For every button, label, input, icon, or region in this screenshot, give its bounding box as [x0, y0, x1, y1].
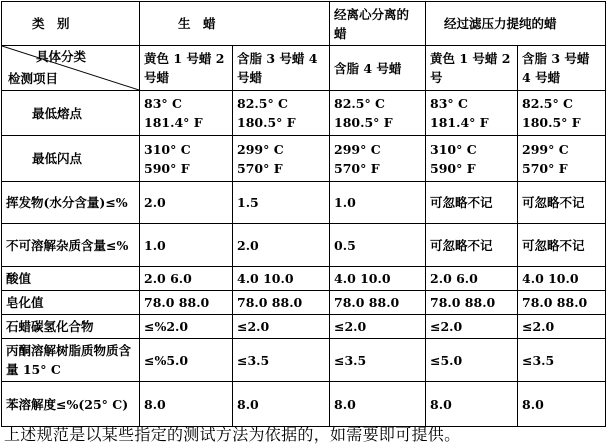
value-line: 180.5° F	[237, 115, 296, 130]
value-cell-col-4	[426, 136, 518, 182]
value-line: 2.0 6.0	[430, 271, 478, 286]
value-line: ≤3.5	[522, 352, 555, 368]
value-line: 8.0	[144, 396, 166, 412]
test-item-label: 丙酮溶解树脂质物质含量 15° C	[2, 339, 140, 382]
value-line: 可忽略不记	[430, 237, 493, 253]
value-cell-col-3	[330, 339, 426, 382]
value-line: 2.0 6.0	[144, 271, 192, 286]
value-cell-col-3	[330, 136, 426, 182]
table-row	[2, 182, 606, 224]
table-row	[2, 339, 606, 382]
col-centrifuge-wax: 经离心分离的蜡	[330, 2, 426, 46]
header-row-1	[2, 2, 606, 46]
value-cell-col-4	[426, 315, 518, 339]
value-line: ≤3.5	[334, 352, 367, 368]
value-cell-col-1	[140, 267, 233, 291]
subcol-3: 含脂 4 号蜡	[330, 46, 426, 91]
value-line: 570° F	[522, 160, 568, 176]
value-cell-col-5	[518, 267, 606, 291]
value-line: 可忽略不记	[522, 195, 585, 210]
value-cell-col-4	[426, 291, 518, 315]
value-line: 78.0 88.0	[144, 295, 210, 310]
test-item-label: 最低熔点	[2, 91, 140, 136]
footnote-caption: 上述规范是以某些指定的测试方法为依据的，如需要即可提供。	[4, 425, 461, 444]
value-cell-col-2	[233, 382, 330, 427]
table-row	[2, 382, 606, 427]
value-cell-col-3	[330, 291, 426, 315]
value-line: 180.5° F	[522, 115, 581, 130]
value-line: ≤2.0	[522, 319, 555, 334]
value-line: 可忽略不记	[430, 195, 493, 210]
value-cell-col-5	[518, 339, 606, 382]
value-cell-col-2	[233, 267, 330, 291]
value-cell-col-1	[140, 315, 233, 339]
value-cell-col-5	[518, 182, 606, 224]
value-cell-col-5	[518, 291, 606, 315]
value-cell-col-2	[233, 339, 330, 382]
value-line: ≤2.0	[334, 319, 367, 334]
value-cell-col-1	[140, 224, 233, 267]
table-row	[2, 224, 606, 267]
value-line: 181.4° F	[144, 115, 203, 130]
value-cell-col-2	[233, 91, 330, 136]
table-row	[2, 315, 606, 339]
value-line: 4.0 10.0	[522, 271, 579, 286]
subcol-2: 含脂 3 号蜡 4 号蜡	[233, 46, 330, 91]
value-line: ≤%2.0	[144, 319, 189, 334]
value-cell-col-5	[518, 315, 606, 339]
value-line: 78.0 88.0	[430, 295, 496, 310]
category-label: 类 别	[2, 2, 140, 46]
value-cell-col-2	[233, 291, 330, 315]
subcol-4: 黄色 1 号蜡 2 号	[426, 46, 518, 91]
value-line: 4.0 10.0	[237, 271, 294, 286]
subcol-5: 含脂 3 号蜡 4 号蜡	[518, 46, 606, 91]
table-row	[2, 267, 606, 291]
value-cell-col-1	[140, 291, 233, 315]
value-line: 82.5° C	[237, 96, 288, 111]
value-cell-col-5	[518, 224, 606, 267]
value-line: 590° F	[144, 160, 190, 176]
value-line: 310° C	[144, 141, 191, 157]
value-cell-col-4	[426, 224, 518, 267]
test-item-label: 皂化值	[2, 291, 140, 315]
value-line: 299° C	[334, 141, 381, 157]
value-line: 78.0 88.0	[237, 295, 303, 310]
test-item-label: 酸值	[2, 267, 140, 291]
table-row	[2, 91, 606, 136]
subcol-1: 黄色 1 号蜡 2 号蜡	[140, 46, 233, 91]
value-line: 8.0	[237, 396, 259, 412]
value-cell-col-1	[140, 182, 233, 224]
value-cell-col-2	[233, 224, 330, 267]
value-line: 590° F	[430, 160, 476, 176]
value-line: ≤3.5	[237, 352, 270, 368]
value-line: 8.0	[522, 396, 544, 412]
value-cell-col-2	[233, 315, 330, 339]
value-cell-col-4	[426, 267, 518, 291]
value-cell-col-4	[426, 339, 518, 382]
value-cell-col-4	[426, 91, 518, 136]
diag-top-label: 具体分类	[36, 49, 87, 64]
value-cell-col-1	[140, 136, 233, 182]
value-line: 180.5° F	[334, 115, 393, 130]
value-line: 可忽略不记	[522, 237, 585, 253]
value-line: 181.4° F	[430, 115, 489, 130]
table-row	[2, 136, 606, 182]
value-line: 8.0	[430, 396, 452, 412]
diag-bottom-label: 检测项目	[8, 71, 59, 86]
value-cell-col-2	[233, 182, 330, 224]
value-line: 83° C	[144, 96, 182, 111]
diagonal-header-cell	[2, 46, 140, 91]
value-cell-col-3	[330, 182, 426, 224]
value-line: 78.0 88.0	[522, 295, 588, 310]
test-item-label: 苯溶解度≤%(25° C)	[2, 382, 140, 427]
value-line: 299° C	[522, 141, 569, 157]
value-cell-col-3	[330, 382, 426, 427]
value-line: 2.0	[144, 195, 166, 210]
value-cell-col-5	[518, 136, 606, 182]
value-line: ≤2.0	[237, 319, 270, 334]
value-cell-col-3	[330, 91, 426, 136]
value-line: 8.0	[334, 396, 356, 412]
value-line: ≤2.0	[430, 319, 463, 334]
value-line: 83° C	[430, 96, 468, 111]
test-item-label: 最低闪点	[2, 136, 140, 182]
value-cell-col-5	[518, 91, 606, 136]
value-cell-col-4	[426, 182, 518, 224]
value-line: 310° C	[430, 141, 477, 157]
value-line: 0.5	[334, 237, 356, 253]
value-cell-col-3	[330, 224, 426, 267]
value-line: 1.5	[237, 195, 259, 210]
value-line: 570° F	[237, 160, 283, 176]
value-cell-col-1	[140, 91, 233, 136]
value-cell-col-2	[233, 136, 330, 182]
value-cell-col-4	[426, 382, 518, 427]
value-line: 1.0	[334, 195, 356, 210]
value-line: 82.5° C	[334, 96, 386, 111]
value-line: 299° C	[237, 141, 284, 157]
value-cell-col-3	[330, 267, 426, 291]
test-item-label: 挥发物(水分含量)≤%	[2, 182, 140, 224]
value-cell-col-3	[330, 315, 426, 339]
test-item-label: 石蜡碳氢化合物	[2, 315, 140, 339]
value-line: ≤%5.0	[144, 352, 189, 368]
value-line: 4.0 10.0	[334, 271, 391, 286]
table-row	[2, 291, 606, 315]
value-line: 78.0 88.0	[334, 295, 400, 310]
header-row-2	[2, 46, 606, 91]
value-line: 82.5° C	[522, 96, 574, 111]
col-raw-wax: 生 蜡	[140, 2, 330, 46]
value-line: 570° F	[334, 160, 380, 176]
col-press-filter-wax: 经过滤压力提纯的蜡	[426, 2, 606, 46]
value-line: ≤5.0	[430, 352, 463, 368]
wax-spec-table	[1, 1, 606, 427]
value-cell-col-5	[518, 382, 606, 427]
test-item-label: 不可溶解杂质含量≤%	[2, 224, 140, 267]
value-cell-col-1	[140, 382, 233, 427]
value-cell-col-1	[140, 339, 233, 382]
value-line: 2.0	[237, 237, 259, 253]
value-line: 1.0	[144, 237, 166, 253]
